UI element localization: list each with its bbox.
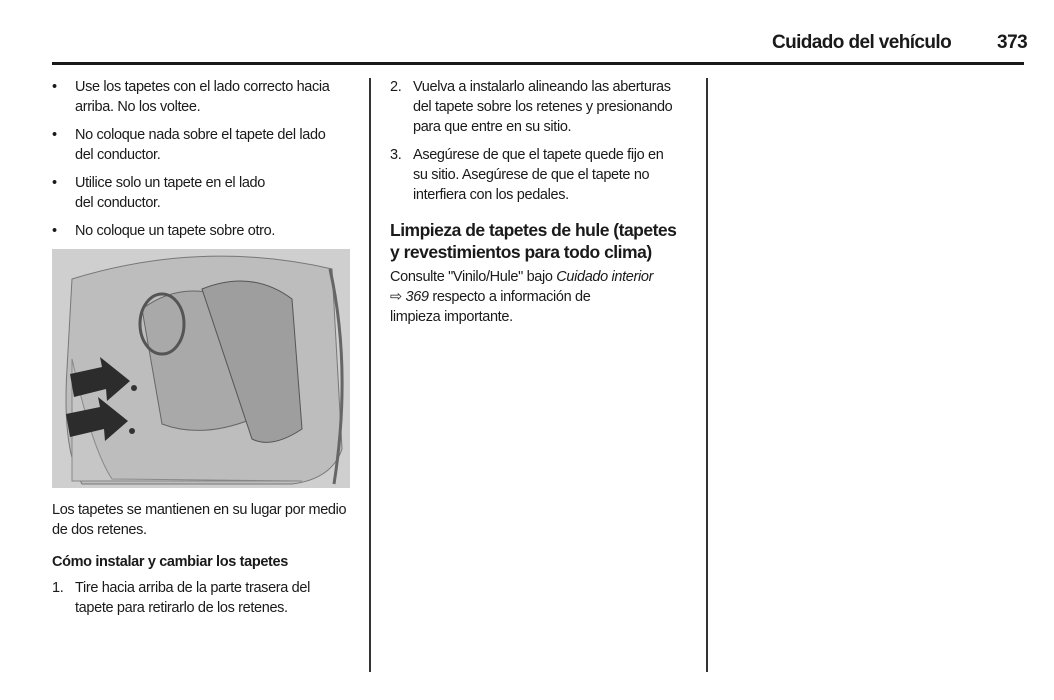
column-2: [390, 77, 695, 327]
step-item: 1. Tire hacia arriba de la parte trasera del tapete para retirarlo de los retenes.: [52, 580, 310, 616]
floor-mat-illustration: [52, 249, 350, 488]
paragraph: Consulte "Vinilo/Hule" bajo Cuidado interior ⇨ 369 respecto a información de limpieza importante.: [390, 269, 654, 325]
page-number: 373: [997, 32, 1028, 53]
page-reference-link[interactable]: 369: [405, 289, 429, 305]
section-heading: Limpieza de tapetes de hule (tapetes y revestimientos para todo clima): [390, 220, 677, 262]
figure-caption: Los tapetes se mantienen en su lugar por medio de dos retenes.: [52, 502, 347, 538]
cross-reference[interactable]: Cuidado interior: [556, 269, 654, 285]
subheading: Cómo instalar y cambiar los tapetes: [52, 554, 288, 570]
column-divider: [369, 78, 371, 672]
bullet-item: • Use los tapetes con el lado correcto hacia arriba. No los voltee.: [52, 79, 330, 115]
section-title: Cuidado del vehículo: [772, 32, 952, 53]
header-rule: [52, 62, 1024, 65]
bullet-item: • Utilice solo un tapete en el lado del conductor.: [52, 175, 265, 211]
arrow-ref-icon: ⇨: [390, 289, 402, 305]
bullet-item: • No coloque un tapete sobre otro.: [52, 223, 275, 239]
step-item: 3. Asegúrese de que el tapete quede fijo en su sitio. Asegúrese de que el tapete no interfiera con los pedales.: [390, 147, 664, 203]
bullet-item: • No coloque nada sobre el tapete del lado del conductor.: [52, 127, 326, 163]
column-divider: [706, 78, 708, 672]
step-item: 2. Vuelva a instalarlo alineando las aberturas del tapete sobre los retenes y presionando para que entre en su sitio.: [390, 79, 673, 135]
column-1: [52, 77, 352, 626]
